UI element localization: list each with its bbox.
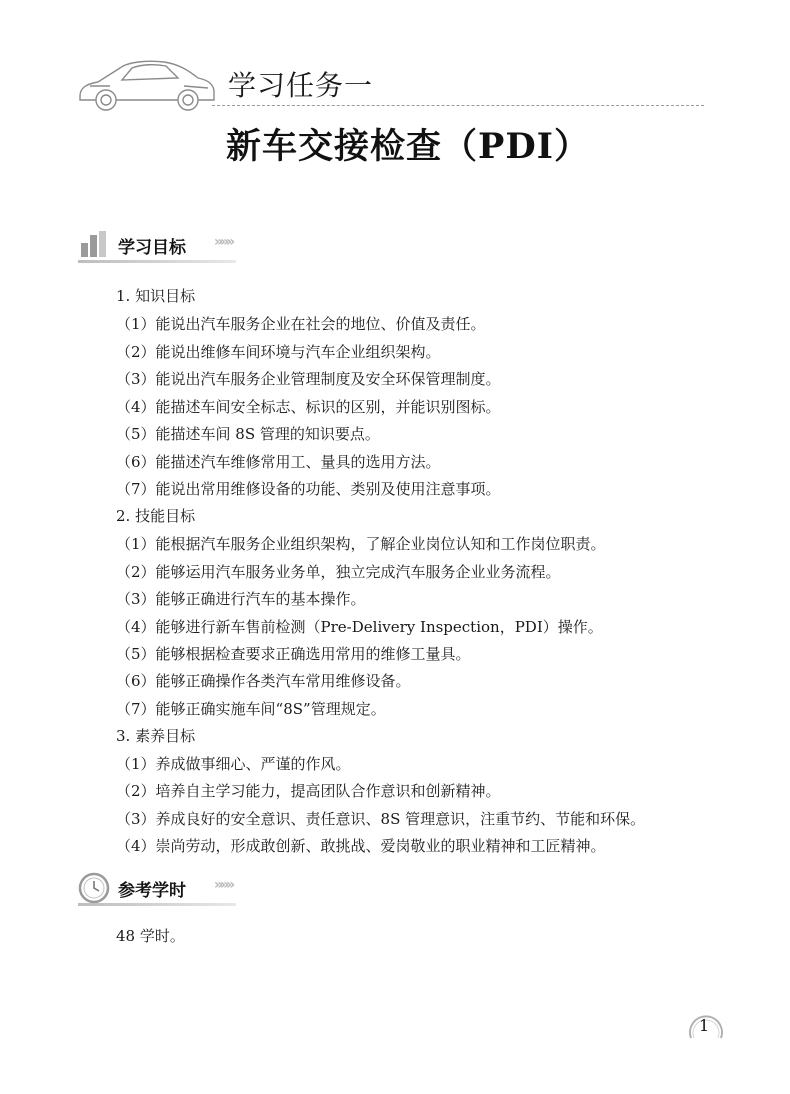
car-outline-icon (76, 56, 216, 114)
list-item: （1）能说出汽车服务企业在社会的地位、价值及责任。 (116, 315, 486, 333)
list-item: （6）能描述汽车维修常用工、量具的选用方法。 (116, 453, 441, 471)
list-item: （4）崇尚劳动，形成敢创新、敢挑战、爱岗敬业的职业精神和工匠精神。 (116, 837, 606, 855)
list-item: （2）能够运用汽车服务业务单，独立完成汽车服务企业业务流程。 (116, 563, 561, 581)
list-item: （7）能说出常用维修设备的功能、类别及使用注意事项。 (116, 480, 501, 498)
list-item: 3. 素养目标 (116, 727, 196, 745)
list-item: 1. 知识目标 (116, 287, 196, 305)
list-item: （2）培养自主学习能力，提高团队合作意识和创新精神。 (116, 782, 501, 800)
section-underline (78, 260, 236, 263)
list-item: 2. 技能目标 (116, 507, 196, 525)
list-item: （4）能描述车间安全标志、标识的区别，并能识别图标。 (116, 398, 501, 416)
bar-chart-icon (80, 231, 108, 257)
list-item: （3）能够正确进行汽车的基本操作。 (116, 590, 366, 608)
list-item: （1）能根据汽车服务企业组织架构，了解企业岗位认知和工作岗位职责。 (116, 535, 606, 553)
clock-icon (78, 872, 110, 904)
list-item: （7）能够正确实施车间“8S”管理规定。 (116, 700, 386, 718)
task-label: 学习任务一 (228, 69, 374, 102)
section-title: 学习目标 (118, 238, 186, 258)
list-item: （1）养成做事细心、严谨的作风。 (116, 755, 351, 773)
list-item: （3）养成良好的安全意识、责任意识、8S 管理意识，注重节约、节能和环保。 (116, 810, 646, 828)
list-item: （5）能够根据检查要求正确选用常用的维修工量具。 (116, 645, 471, 663)
chevrons-icon: »»» (214, 877, 233, 893)
section-heading-objectives (78, 229, 236, 263)
chevrons-icon: »»» (214, 234, 233, 250)
list-item: （6）能够正确操作各类汽车常用维修设备。 (116, 672, 411, 690)
list-item: （4）能够进行新车售前检测（Pre-Delivery Inspection，PDI）操作。 (116, 618, 603, 636)
list-item: （2）能说出维修车间环境与汽车企业组织架构。 (116, 343, 441, 361)
section-underline (78, 903, 236, 906)
list-item: （5）能描述车间 8S 管理的知识要点。 (116, 425, 380, 443)
header-divider (212, 105, 704, 106)
list-item: （3）能说出汽车服务企业管理制度及安全环保管理制度。 (116, 370, 501, 388)
page-number: 1 (699, 1016, 710, 1035)
hours-text: 48 学时。 (116, 927, 185, 945)
section-title: 参考学时 (118, 881, 186, 901)
section-heading-hours (78, 872, 236, 906)
page-title: 新车交接检查（PDI） (226, 126, 591, 167)
